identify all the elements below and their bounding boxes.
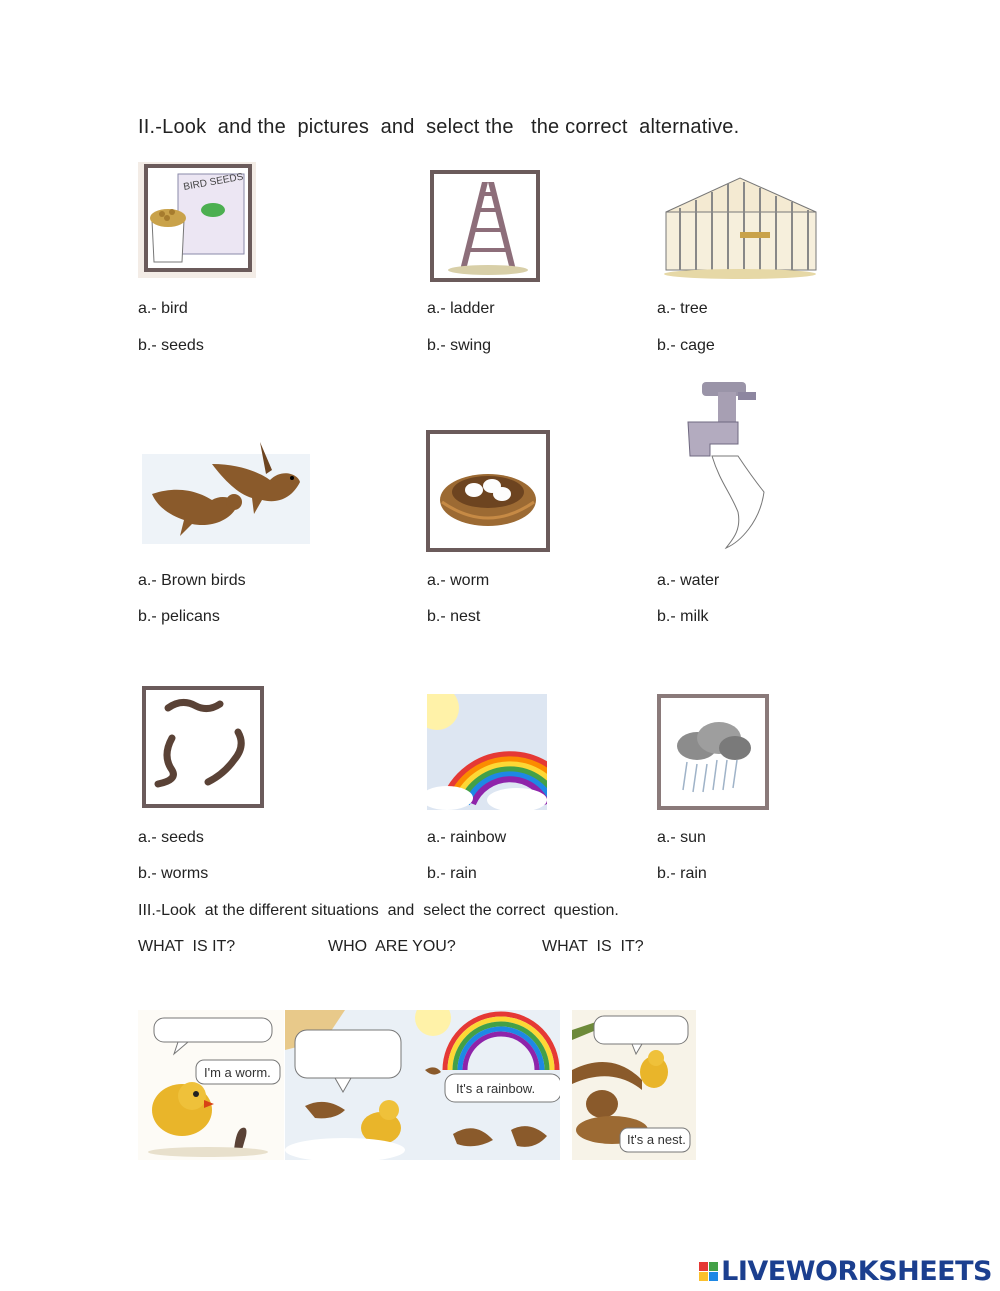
scene-worm [138,1010,284,1160]
ladder-picture [430,170,540,282]
option-1-b[interactable]: b.- seeds [138,337,204,354]
brown-birds-icon [142,442,310,544]
ladder-icon [432,172,538,280]
answer-bubble-3[interactable] [594,1016,688,1044]
section-2-title: II.-Look and the pictures and select the the correct alternative. [138,116,740,138]
speech-text-3: It's a nest. [627,1132,686,1147]
option-6-a[interactable]: a.- water [657,572,720,589]
option-4-a[interactable]: a.- Brown birds [138,572,246,589]
section-3-title: III.-Look at the different situations and select the correct question. [138,902,619,919]
liveworksheets-logo [699,1256,992,1287]
answer-bubble-1[interactable] [154,1018,272,1042]
cage-icon [664,178,816,279]
svg-text:BIRD SEEDS: BIRD SEEDS [182,171,245,193]
question-option-2[interactable]: WHO ARE YOU? [328,938,456,955]
nest-icon [428,432,548,550]
scene-nest [572,1010,696,1160]
question-option-3[interactable]: WHAT IS IT? [542,938,644,955]
option-7-a[interactable]: a.- seeds [138,829,204,846]
option-5-b[interactable]: b.- nest [427,608,481,625]
bird-seeds-icon [138,162,256,278]
speech-text-1: I'm a worm. [204,1065,271,1080]
cage-picture [660,172,822,282]
option-8-a[interactable]: a.- rainbow [427,829,507,846]
worms-icon [144,688,262,806]
option-6-b[interactable]: b.- milk [657,608,709,625]
option-5-a[interactable]: a.- worm [427,572,490,589]
option-2-a[interactable]: a.- ladder [427,300,495,317]
option-9-b[interactable]: b.- rain [657,865,707,882]
option-3-a[interactable]: a.- tree [657,300,708,317]
option-2-b[interactable]: b.- swing [427,337,492,354]
option-9-a[interactable]: a.- sun [657,829,706,846]
scene-rainbow [285,1010,560,1160]
rain-cloud-icon [659,696,767,808]
nest-picture [426,430,550,552]
rain-cloud-picture [657,694,769,810]
option-3-b[interactable]: b.- cage [657,337,715,354]
rainbow-icon [427,694,547,810]
bird-seeds-picture [138,162,256,278]
question-option-1[interactable]: WHAT IS IT? [138,938,236,955]
logo-mark-icon [699,1262,718,1281]
option-4-b[interactable]: b.- pelicans [138,608,220,625]
answer-bubble-2[interactable] [295,1030,401,1078]
speech-text-2: It's a rainbow. [456,1081,536,1096]
option-1-a[interactable]: a.- bird [138,300,188,317]
logo-text: LIVEWORKSHEETS [721,1256,992,1287]
faucet-picture [680,372,772,552]
rainbow-picture [427,694,547,810]
option-8-b[interactable]: b.- rain [427,865,477,882]
brown-birds-picture [142,424,310,556]
worms-picture [138,686,264,810]
option-7-b[interactable]: b.- worms [138,865,209,882]
faucet-icon [688,382,764,548]
